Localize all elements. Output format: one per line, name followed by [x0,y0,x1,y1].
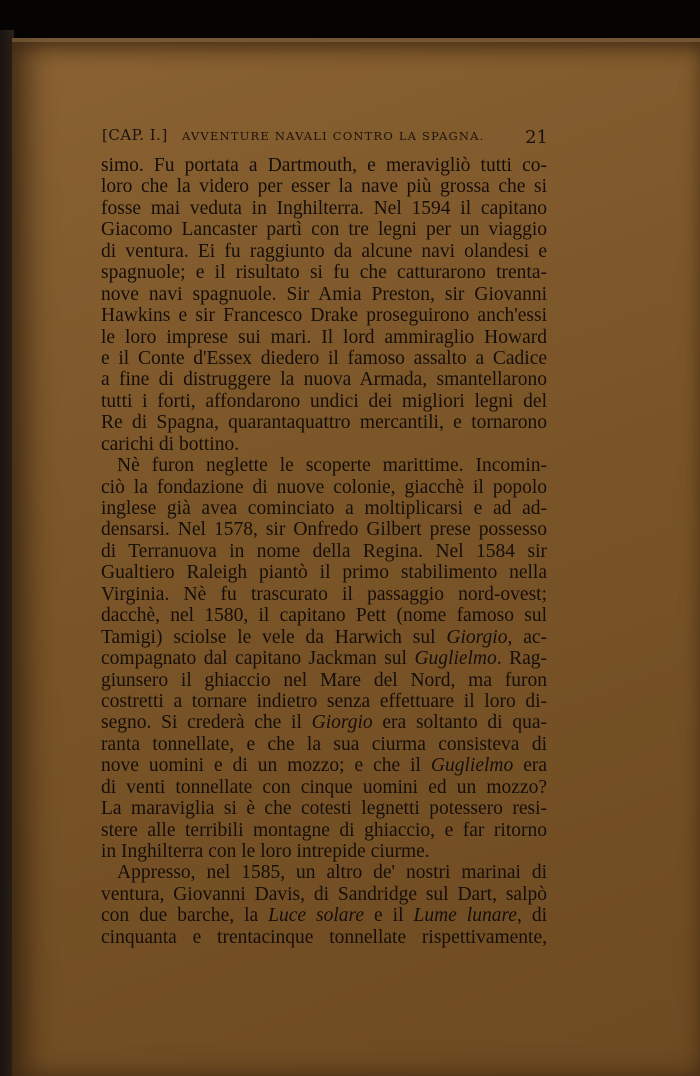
page-number: 21 [525,127,548,148]
italic-ship-name: Luce solare [268,905,365,927]
running-title: AVVENTURE NAVALI CONTRO LA SPAGNA. [182,129,485,143]
text-line: densarsi. Nel 1578, sir Onfredo Gilbert prese possesso [101,519,547,541]
text-line: di venti tonnellate con cinque uomini ed un mozzo? [101,776,547,798]
text-line: ventura, Giovanni Davis, di Sandridge sul Dart, salpò [101,883,547,905]
text-line: e il Conte d'Essex diedero il famoso assalto a Cadice [101,347,547,369]
text-line: nove uomini e di un mozzo; e che il Guglielmo era [101,755,547,777]
paragraph-start-line: Appresso, nel 1585, un altro de' nostri marinai di [117,862,547,884]
text-line: stere alle terribili montagne di ghiaccio, e far ritorno [101,819,547,841]
text-line: Re di Spagna, quarantaquattro mercantili, e tornarono [101,412,547,434]
text-line: La maraviglia si è che cotesti legnetti potessero resi- [101,798,547,820]
italic-ship-name: Lume lunare [413,905,517,927]
italic-ship-name: Giorgio [446,626,508,648]
text-line: di Terranuova in nome della Regina. Nel 1584 sir [101,540,547,562]
italic-ship-name: Guglielmo [414,648,497,670]
text-line: compagnato dal capitano Jackman sul Guglielmo. Rag- [101,648,548,670]
text-line: Hawkins e sir Francesco Drake proseguirono anch'essi [101,305,547,327]
text-line: Virginia. Nè fu trascurato il passaggio nord-ovest; [101,583,547,605]
text-line: Gualtiero Raleigh piantò il primo stabilimento nella [101,562,547,584]
text-line: con due barche, la Luce solare e il Lume lunare, di [101,905,547,927]
text-line: loro che la videro per esser la nave più grossa che si [101,176,547,198]
text-line: giunsero il ghiaccio nel Mare del Nord, ma furon [101,669,547,691]
text-line: segno. Si crederà che il Giorgio era soltanto di qua- [101,712,547,734]
text-line: ranta tonnellate, e che la sua ciurma consisteva di [101,733,547,755]
text-line: fosse mai veduta in Inghilterra. Nel 1594 il capitano [101,197,547,219]
running-header [102,126,548,150]
text-line: simo. Fu portata a Dartmouth, e meravigliò tutti co- [101,155,547,176]
italic-ship-name: Guglielmo [430,755,514,777]
paragraph-start-line: Nè furon neglette le scoperte marittime. Incomin- [117,455,547,477]
text-line: carichi di bottino. [101,433,240,455]
text-line: tutti i forti, affondarono undici dei migliori legni del [101,390,547,412]
text-line: le loro imprese sui mari. Il lord ammiraglio Howard [101,326,547,348]
text-line: nove navi spagnuole. Sir Amia Preston, sir Giovanni [101,283,547,305]
text-line: inglese già avea cominciato a moltiplicarsi e ad ad- [101,498,547,519]
text-line: ciò la fondazione di nuove colonie, giacchè il popolo [101,476,547,498]
text-line: Giacomo Lancaster partì con tre legni per un viaggio [101,219,547,241]
text-line: a fine di distruggere la nuova Armada, smantellarono [101,369,547,391]
text-line: in Inghilterra con le loro intrepide ciurme. [101,841,430,862]
text-line: dacchè, nel 1580, il capitano Pett (nome famoso sul [101,605,547,627]
text-line: costretti a tornare indietro senza effettuare il loro di- [101,690,547,712]
page-top-edge [12,38,700,42]
text-line: di ventura. Ei fu raggiunto da alcune navi olandesi e [101,240,547,262]
body-text [101,155,547,948]
text-line: cinquanta e trentacinque tonnellate rispettivamente, [101,926,547,948]
scan-border-top [0,0,700,40]
text-line: Tamigi) sciolse le vele da Harwich sul Giorgio, ac- [101,626,547,648]
italic-ship-name: Giorgio [311,712,373,734]
chapter-label: [CAP. I.] [102,126,168,144]
text-line: spagnuole; e il risultato si fu che catturarono trenta- [101,262,547,284]
